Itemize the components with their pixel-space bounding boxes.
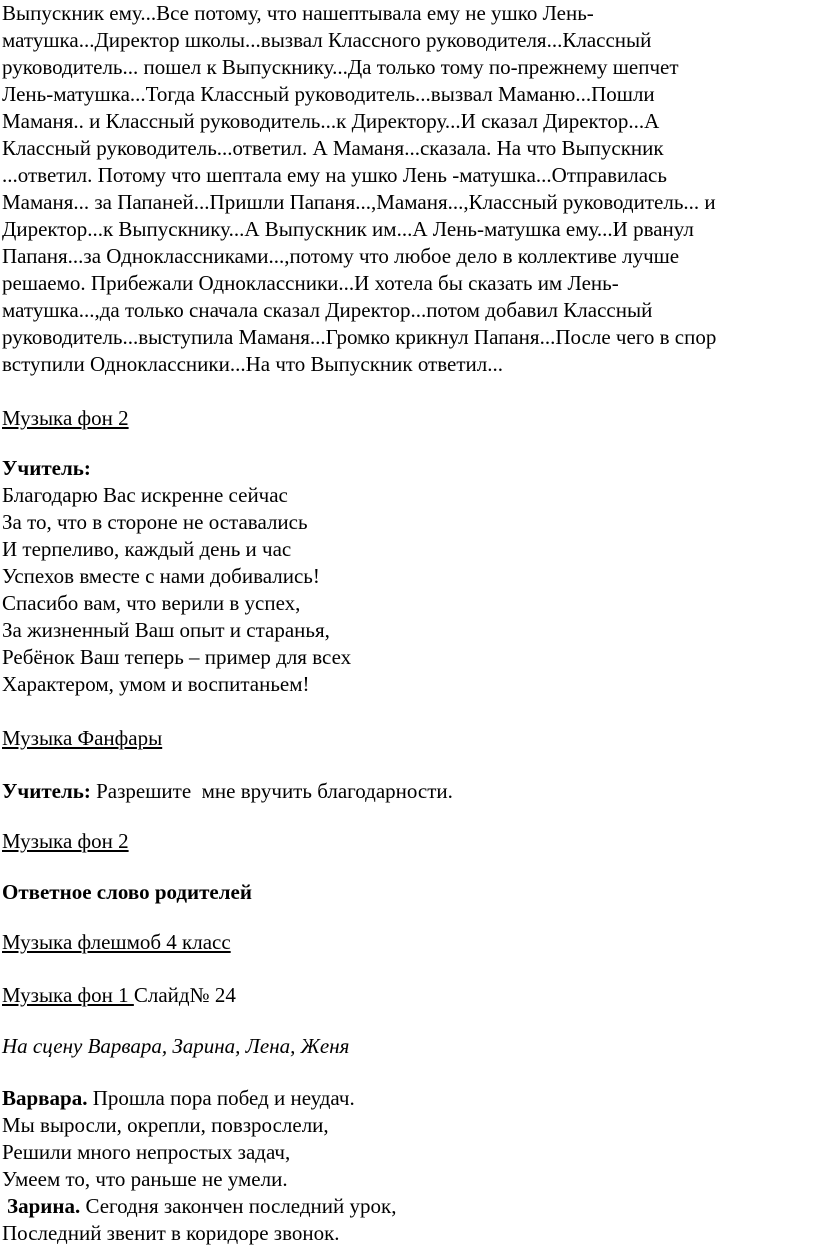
- text-line: Папаня...за Одноклассниками...,потому что любое дело в коллективе лучше: [2, 244, 680, 268]
- poem-line: Мы выросли, окрепли, повзрослели,: [2, 1113, 329, 1137]
- poem-line: Ребёнок Ваш теперь – пример для всех: [2, 645, 352, 669]
- text-line: Классный руководитель...ответил. А Маманя...сказала. На что Выпускник: [2, 136, 664, 160]
- speech-text: Разрешите мне вручить благодарности.: [90, 779, 453, 803]
- narrative-paragraph: [2, 0, 810, 378]
- speaker-label: Варвара.: [2, 1086, 88, 1110]
- poem-line: Умеем то, что раньше не умели.: [2, 1167, 288, 1191]
- poem-line: Сегодня закончен последний урок,: [80, 1194, 397, 1218]
- text-line: Лень-матушка...Тогда Классный руководитель...вызвал Маманю...Пошли: [2, 82, 655, 106]
- poem-line: Прошла пора побед и неудач.: [87, 1086, 355, 1110]
- speaker-label: Зарина.: [7, 1194, 81, 1218]
- poem-line: За то, что в стороне не оставались: [2, 510, 308, 534]
- slide-number: Слайд№ 24: [133, 983, 236, 1007]
- poem-line: Последний звенит в коридоре звонок.: [2, 1221, 340, 1245]
- varvara-speech: [2, 1085, 810, 1247]
- text-line: решаемо. Прибежали Одноклассники...И хотела бы сказать им Лень-: [2, 271, 619, 295]
- speaker-label: Учитель:: [2, 456, 91, 480]
- music-cue-label: Музыка фон 2: [2, 829, 129, 853]
- music-cue-label: Музыка флешмоб 4 класс: [2, 930, 231, 954]
- text-line: руководитель... пошел к Выпускнику...Да только тому по-прежнему шепчет: [2, 55, 679, 79]
- poem-line: Благодарю Вас искренне сейчас: [2, 483, 288, 507]
- poem-line: И терпеливо, каждый день и час: [2, 537, 292, 561]
- text-line: ...ответил. Потому что шептала ему на ушко Лень -матушка...Отправилась: [2, 163, 667, 187]
- text-line: Директор...к Выпускнику...А Выпускник им...А Лень-матушка ему...И рванул: [2, 217, 694, 241]
- music-cue-label: Музыка фон 1: [2, 983, 134, 1007]
- stage-direction: [2, 1033, 810, 1060]
- poem-line: Решили много непростых задач,: [2, 1140, 291, 1164]
- music-cue-4: [2, 929, 810, 956]
- music-cue-2: [2, 725, 810, 752]
- poem-line: Успехов вместе с нами добивались!: [2, 564, 320, 588]
- poem-line: Спасибо вам, что верили в успех,: [2, 591, 301, 615]
- music-cue-3: [2, 828, 810, 855]
- text-line: Маманя.. и Классный руководитель...к Директору...И сказал Директор...А: [2, 109, 660, 133]
- text-line: матушка...Директор школы...вызвал Классного руководителя...Классный: [2, 28, 652, 52]
- music-cue-1: [2, 405, 810, 432]
- music-cue-label: Музыка Фанфары: [2, 726, 163, 750]
- teacher-speech: [2, 455, 810, 698]
- section-heading: Ответное слово родителей: [2, 880, 252, 904]
- music-cue-5: [2, 982, 810, 1009]
- text-line: матушка...,да только сначала сказал Директор...потом добавил Классный: [2, 298, 653, 322]
- text-line: Маманя... за Папаней...Пришли Папаня...,Маманя...,Классный руководитель... и: [2, 190, 716, 214]
- music-cue-label: Музыка фон 2: [2, 406, 129, 430]
- poem-line: За жизненный Ваш опыт и старанья,: [2, 618, 330, 642]
- text-line: вступили Одноклассники...На что Выпускник ответил...: [2, 352, 503, 376]
- speaker-label: Учитель:: [2, 779, 91, 803]
- text-line: руководитель...выступила Маманя...Громко крикнул Папаня...После чего в спор: [2, 325, 717, 349]
- teacher-line: [2, 778, 810, 805]
- text-line: Выпускник ему...Все потому, что нашептывала ему не ушко Лень-: [2, 1, 594, 25]
- stage-direction-text: На сцену Варвара, Зарина, Лена, Женя: [2, 1034, 350, 1058]
- parents-heading: [2, 879, 810, 906]
- poem-line: Характером, умом и воспитаньем!: [2, 672, 310, 696]
